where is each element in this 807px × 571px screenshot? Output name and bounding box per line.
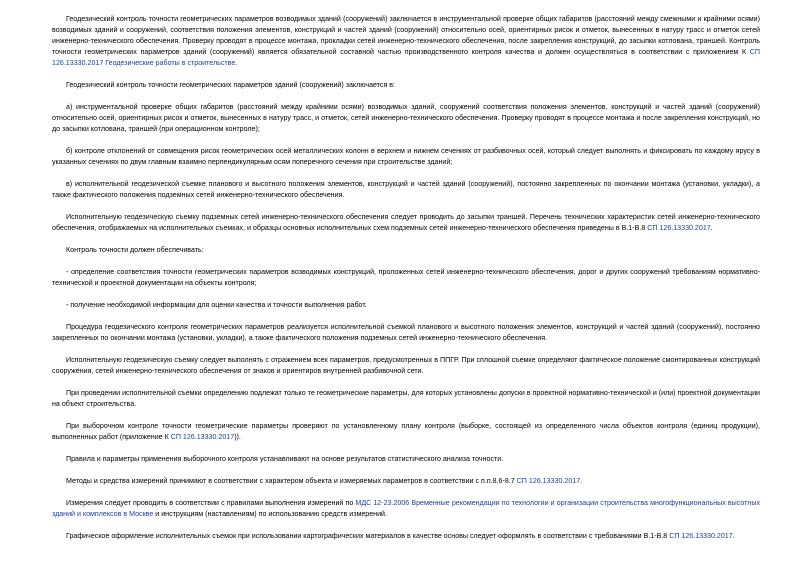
link-sp-126[interactable]: СП 126.13330.2017	[669, 532, 733, 540]
paragraph-10-text: Процедура геодезического контроля геометрических параметров реализуется исполнительной съемкой планового и высотного положения элементов, конструкций и частей зданий (сооружений), постоянно закрепленных по окончании монтажа (установки, укладки), а также фактического положения подземных сетей инженерно-технического обеспечения.	[52, 323, 760, 342]
paragraph-7-text: Контроль точности должен обеспечивать:	[66, 246, 204, 254]
paragraph-12-text: При проведении исполнительной съемки определению подлежат только те геометрические параметры, для которых установлены допуски в проектной нормативно-технической и (или) проектной документации на объект строительства.	[52, 389, 760, 408]
paragraph-14	[52, 454, 760, 465]
paragraph-1	[52, 14, 760, 69]
paragraph-1-tail: .	[235, 59, 238, 67]
paragraph-16-text: Измерения следует проводить в соответствии с правилами выполнения измерений по	[66, 499, 356, 507]
paragraph-8	[52, 267, 760, 289]
link-sp-126-geodetic-works[interactable]: СП 126.13330.2017 Геодезические работы в строительстве	[52, 48, 760, 67]
paragraph-14-text: Правила и параметры применения выборочного контроля устанавливают на основе результатов статистического анализа точности.	[66, 455, 504, 463]
paragraph-2	[52, 80, 760, 91]
paragraph-6-text: Исполнительную геодезическую съемку подземных сетей инженерно-технического обеспечения следует проводить до засыпки траншей. Перечень технических характеристик сетей инженерно-технического обеспечения, отображаемых на исполнительных съемках, и образцы основных исполнительных схем подземных сетей инженерно-технического обеспечения приведены в В.1-В.8	[52, 213, 760, 232]
paragraph-8-text: - определение соответствия точности геометрических параметров возводимых конструкций, проложенных сетей инженерно-технического обеспечения, дорог и других сооружений требованиям нормативно-технической и проектной документации на объекты контроля;	[52, 268, 760, 287]
paragraph-3-text: а) инструментальной проверке общих габаритов (расстояний между крайними осями) возводимых зданий, сооружений соответствия положения элементов, конструкций и частей зданий (сооружений) относительно осей, ориентирных рисок и отметок, вынесенных в натуру трасс, и отметок, сетей инженерно-технического обеспечения. Проверку проводят в процессе монтажа и после закрепления конструкций, но до засыпки котлована, траншей (при операционном контроле);	[52, 103, 760, 133]
paragraph-4-text: б) контроле отклонений от совмещения рисок геометрических осей металлических колонн в верхнем и нижнем сечениях от разбивочных осей, который следует выполнять и фиксировать по каждому ярусу в указанных сечениях по двум главным взаимно перпендикулярным осям поперечного сечения при строительстве зданий;	[52, 147, 760, 166]
paragraph-16-tail: и инструкциям (наставлениям) по использованию средств измерений.	[153, 510, 387, 518]
paragraph-17-tail: .	[732, 532, 735, 540]
paragraph-15	[52, 476, 760, 487]
link-sp-126[interactable]: СП 126.13330.2017	[170, 433, 235, 441]
paragraph-3	[52, 102, 760, 135]
link-mds-12-23-2006[interactable]: МДС 12-23.2006 Временные рекомендации по технологии и организации строительства многофункциональных высотных зданий и комплексов в Москве	[52, 499, 760, 518]
link-sp-126[interactable]: СП 126.13330.2017	[647, 224, 711, 232]
paragraph-16	[52, 498, 760, 520]
paragraph-13-tail: )).	[234, 433, 241, 441]
paragraph-10	[52, 322, 760, 344]
paragraph-6-tail: .	[710, 224, 713, 232]
paragraph-11	[52, 355, 760, 377]
paragraph-9	[52, 300, 760, 311]
paragraph-2-text: Геодезический контроль точности геометрических параметров зданий (сооружений) заключается в:	[66, 81, 396, 89]
paragraph-9-text: - получение необходимой информации для оценки качества и точности выполнения работ.	[66, 301, 367, 309]
paragraph-13-text: При выборочном контроле точности геометрические параметры проверяют по установленному плану контроля (выборке, состоящей из определенного числа объектов контроля (единиц продукции), выполненных работ (приложение К	[52, 422, 760, 441]
paragraph-11-text: Исполнительную геодезическую съемку следует выполнять с отражением всех параметров, предусмотренных в ППГР. При сплошной съемке определяют фактическое положение смонтированных конструкций сооружения, сетей инженерно-технического обеспечения от знаков и ориентиров внутренней разбивочной сети.	[52, 356, 760, 375]
paragraph-17-text: Графическое оформление исполнительных съемок при использовании картографических материалов в качестве основы следует оформлять в соответствии с требованиями В.1-В.8	[66, 532, 670, 540]
paragraph-15-text: Методы и средства измерений принимают в соответствии с характером объекта и измеряемых параметров в соответствии с п.п.8.6-8.7	[66, 477, 517, 485]
paragraph-13	[52, 421, 760, 443]
paragraph-7	[52, 245, 760, 256]
paragraph-1-text: Геодезический контроль точности геометрических параметров возводимых зданий (сооружений) заключается в инструментальной проверке общих габаритов (расстояний между смежными и крайними осями) возводимых зданий и сооружений, соответствия положения элементов, конструкций и частей зданий (сооружений) относительно осей, ориентирных рисок и отметок, вынесенных в натуру трасс и отметок сетей инженерно-технического обеспечения. Проверку проводят в процессе монтажа, прокладки сетей инженерно-технического обеспечения, после закрепления конструкций, до засыпки котлована, траншей. Контроль точности геометрических параметров зданий (сооружений) является обязательной составной частью производственного контроля качества и должен осуществляться в соответствии с приложением К	[52, 15, 760, 56]
paragraph-12	[52, 388, 760, 410]
paragraph-6	[52, 212, 760, 234]
paragraph-5-text: в) исполнительной геодезической съемке планового и высотного положения элементов, конструкций и частей зданий (сооружений), постоянно закрепленных по окончании монтажа (установки, укладки), а также фактического положения подземных сетей инженерно-технического обеспечения.	[52, 180, 760, 199]
link-sp-126[interactable]: СП 126.13330.2017	[516, 477, 581, 485]
paragraph-17	[52, 531, 760, 542]
paragraph-15-tail: .	[580, 477, 583, 485]
paragraph-4	[52, 146, 760, 168]
paragraph-5	[52, 179, 760, 201]
